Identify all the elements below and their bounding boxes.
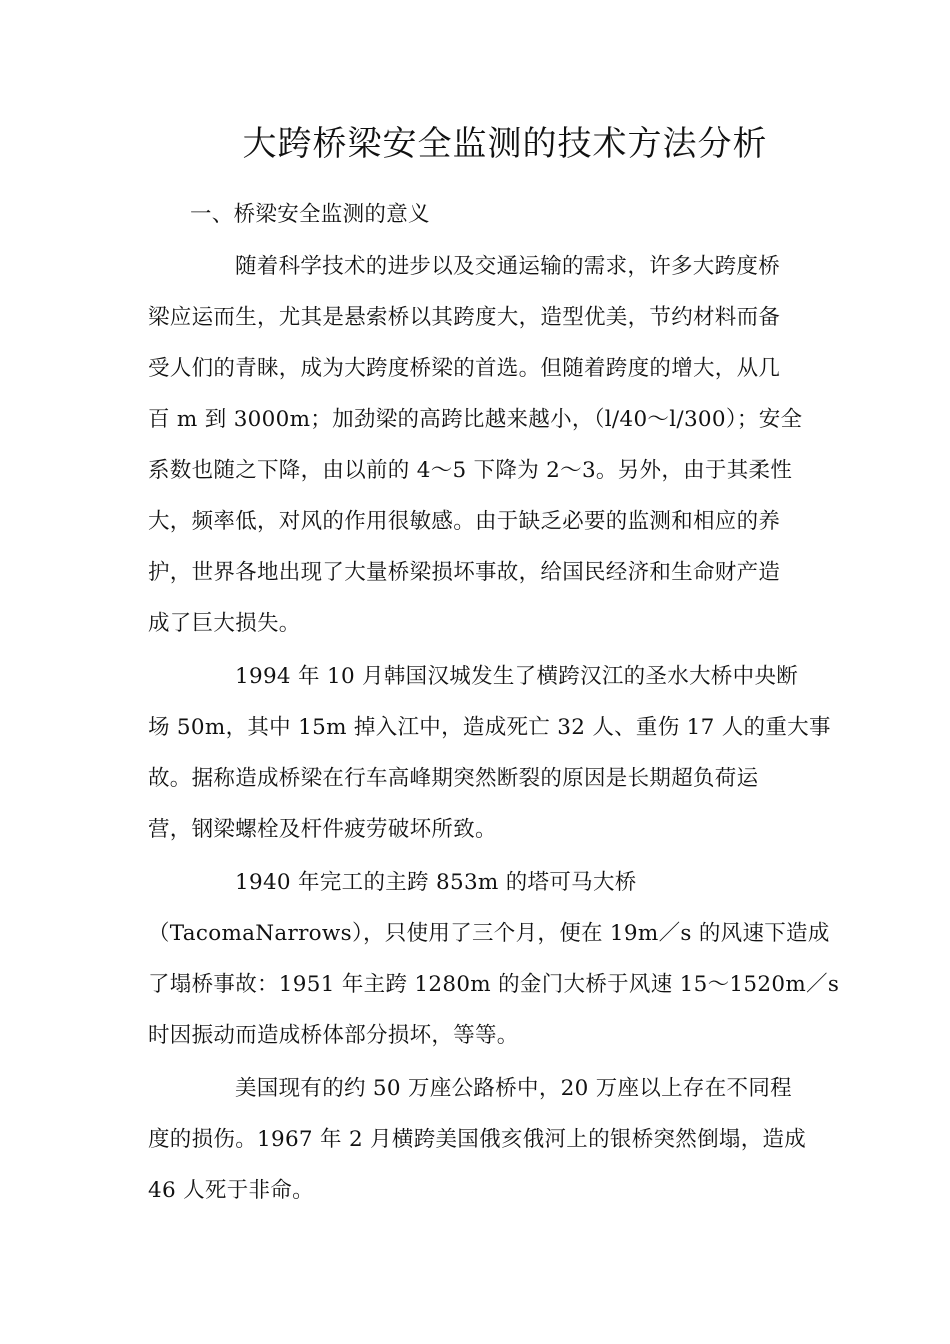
section-heading: 一、桥梁安全监测的意义 [190,202,430,227]
paragraph-4-line-1: 美国现有的约 50 万座公路桥中，20 万座以上存在不同程 [235,1076,792,1101]
paragraph-2-line-4: 营，钢梁螺栓及杆件疲劳破坏所致。 [148,817,497,842]
paragraph-3-line-2: （TacomaNarrows），只使用了三个月，便在 19m／s 的风速下造成 [148,921,830,946]
paragraph-2-line-3: 故。据称造成桥梁在行车高峰期突然断裂的原因是长期超负荷运 [148,766,759,791]
paragraph-1-line-8: 成了巨大损失。 [148,611,301,636]
paragraph-2-line-1: 1994 年 10 月韩国汉城发生了横跨汉江的圣水大桥中央断 [235,664,799,689]
paragraph-1-line-7: 护，世界各地出现了大量桥梁损坏事故，给国民经济和生命财产造 [148,560,781,585]
paragraph-1-line-5: 系数也随之下降，由以前的 4～5 下降为 2～3。另外，由于其柔性 [148,458,793,483]
paragraph-2-line-2: 场 50m，其中 15m 掉入江中，造成死亡 32 人、重伤 17 人的重大事 [148,715,831,740]
paragraph-1-line-2: 梁应运而生，尤其是悬索桥以其跨度大，造型优美，节约材料而备 [148,305,781,330]
paragraph-1-line-3: 受人们的青睐，成为大跨度桥梁的首选。但随着跨度的增大，从几 [148,356,781,381]
paragraph-3-line-4: 时因振动而造成桥体部分损坏，等等。 [148,1023,519,1048]
paragraph-4-line-3: 46 人死于非命。 [148,1178,314,1203]
paragraph-1-line-1: 随着科学技术的进步以及交通运输的需求，许多大跨度桥 [235,254,781,279]
paragraph-4-line-2: 度的损伤。1967 年 2 月横跨美国俄亥俄河上的银桥突然倒塌，造成 [148,1127,807,1152]
paragraph-1-line-4: 百 m 到 3000m；加劲梁的高跨比越来越小，（l/40～l/300）；安全 [148,407,803,432]
paragraph-3-line-3: 了塌桥事故：1951 年主跨 1280m 的金门大桥于风速 15～1520m／s [148,972,840,997]
document-title: 大跨桥梁安全监测的技术方法分析 [242,124,768,164]
paragraph-3-line-1: 1940 年完工的主跨 853m 的塔可马大桥 [235,870,637,895]
paragraph-1-line-6: 大，频率低，对风的作用很敏感。由于缺乏必要的监测和相应的养 [148,509,781,534]
